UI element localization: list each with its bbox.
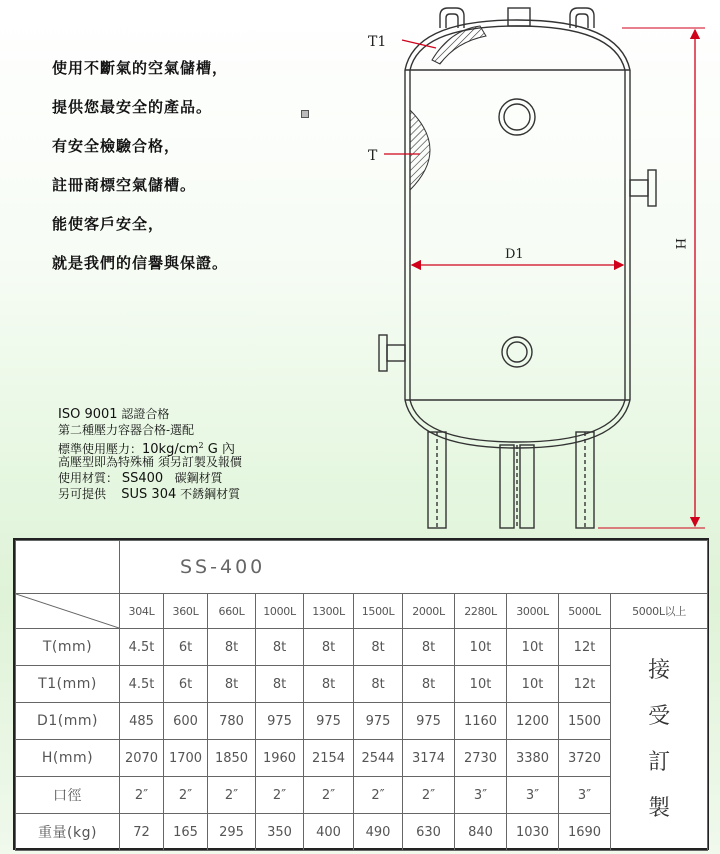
table-cell: 8t [208, 629, 256, 666]
table-cell: 4.5t [120, 666, 164, 703]
table-cell: 2″ [256, 777, 304, 814]
small-square-marker [301, 110, 309, 118]
table-cell: 2″ [354, 777, 403, 814]
capacity-cell: 1500L [354, 594, 403, 629]
table-cell: 2070 [120, 740, 164, 777]
table-cell: 975 [354, 703, 403, 740]
pressure-tail: G 內 [203, 442, 235, 457]
material-header: SS-400 [120, 541, 708, 594]
capacity-cell: 1000L [256, 594, 304, 629]
spec-high-pressure: 高壓型即為特殊桶 須另訂製及報價 [58, 455, 242, 469]
table-cell: 780 [208, 703, 256, 740]
top-nozzle [508, 8, 530, 26]
row-label: T(mm) [16, 629, 120, 666]
label-t: T [368, 148, 378, 164]
custom-order-char: 訂 [648, 749, 671, 775]
capacity-row [16, 594, 708, 629]
row-label: D1(mm) [16, 703, 120, 740]
nozzle-right [630, 180, 648, 196]
table-cell: 2″ [304, 777, 354, 814]
shell-section-hatch [410, 110, 430, 190]
table-cell: 8t [256, 629, 304, 666]
spec-material [58, 470, 242, 486]
intro-line: 提供您最安全的產品。 [52, 98, 213, 116]
table-cell: 3″ [559, 777, 611, 814]
table-cell: 1160 [455, 703, 507, 740]
custom-order-char: 受 [648, 703, 671, 729]
table-cell: 400 [304, 814, 354, 851]
capacity-cell: 5000L以上 [611, 594, 708, 629]
table-cell: 8t [354, 629, 403, 666]
table-cell: 485 [120, 703, 164, 740]
custom-order-cell [611, 629, 708, 851]
material-label: 使用材質： [58, 471, 119, 485]
label-t1: T1 [368, 34, 387, 50]
table-cell: 8t [403, 666, 455, 703]
capacity-cell: 2280L [455, 594, 507, 629]
spec-list [58, 406, 242, 502]
label-h: H [672, 238, 687, 250]
corner-cell-top [16, 541, 120, 594]
table-row [16, 703, 708, 740]
table-cell: 1200 [507, 703, 559, 740]
table-cell: 2″ [403, 777, 455, 814]
table-cell: 490 [354, 814, 403, 851]
table-cell: 295 [208, 814, 256, 851]
table-cell: 2544 [354, 740, 403, 777]
table-cell: 2″ [164, 777, 208, 814]
intro-line: 使用不斷氣的空氣儲槽， [52, 59, 229, 77]
table-cell: 975 [304, 703, 354, 740]
capacity-cell: 360L [164, 594, 208, 629]
table-cell: 10t [455, 666, 507, 703]
intro-line: 能使客戶安全， [52, 215, 165, 233]
table-cell: 3720 [559, 740, 611, 777]
capacity-cell: 3000L [507, 594, 559, 629]
table-cell: 8t [403, 629, 455, 666]
table-cell: 1850 [208, 740, 256, 777]
table-cell: 165 [164, 814, 208, 851]
tank-drawing [340, 0, 720, 536]
table-cell: 12t [559, 666, 611, 703]
pressure-label: 標準使用壓力： [58, 442, 143, 456]
label-d1: D1 [505, 247, 524, 262]
table-cell: 630 [403, 814, 455, 851]
spec-pressure [58, 438, 242, 457]
table-cell: 3380 [507, 740, 559, 777]
table-cell: 8t [208, 666, 256, 703]
capacity-cell: 2000L [403, 594, 455, 629]
material-code: SS400 [121, 471, 164, 486]
iso-code: ISO 9001 [58, 407, 118, 422]
capacity-cell: 5000L [559, 594, 611, 629]
intro-line: 有安全檢驗合格， [52, 137, 181, 155]
material-text: 碳鋼材質 [174, 471, 223, 485]
iso-text: 認證合格 [121, 407, 170, 421]
table-cell: 975 [403, 703, 455, 740]
table-row [16, 541, 708, 594]
diagonal-line [16, 594, 119, 628]
table-cell: 2″ [208, 777, 256, 814]
intro-line: 就是我們的信譽與保證。 [52, 254, 229, 272]
table-cell: 1700 [164, 740, 208, 777]
custom-order-char: 接 [648, 657, 671, 683]
table-cell: 1030 [507, 814, 559, 851]
table-cell: 2154 [304, 740, 354, 777]
corner-cell-diagonal [16, 594, 120, 629]
table-cell: 8t [304, 666, 354, 703]
table-cell: 3″ [455, 777, 507, 814]
row-label: T1(mm) [16, 666, 120, 703]
table-cell: 840 [455, 814, 507, 851]
table-cell: 1690 [559, 814, 611, 851]
table-row [16, 777, 708, 814]
table-cell: 1960 [256, 740, 304, 777]
capacity-cell: 304L [120, 594, 164, 629]
leg [520, 445, 534, 528]
capacity-cell: 1300L [304, 594, 354, 629]
table-cell: 975 [256, 703, 304, 740]
alt-text: 不銹鋼材質 [180, 487, 241, 501]
row-label: H(mm) [16, 740, 120, 777]
table-row [16, 666, 708, 703]
table-cell: 8t [354, 666, 403, 703]
table-cell: 8t [304, 629, 354, 666]
table-cell: 4.5t [120, 629, 164, 666]
custom-order-char: 製 [648, 795, 671, 821]
table-row [16, 814, 708, 851]
table-cell: 2730 [455, 740, 507, 777]
table-cell: 8t [256, 666, 304, 703]
alt-label: 另可提供 [58, 487, 107, 501]
leg [500, 445, 514, 528]
table-row [16, 740, 708, 777]
row-label: 口徑 [16, 777, 120, 814]
table-cell: 2″ [120, 777, 164, 814]
table-cell: 10t [507, 629, 559, 666]
spec-table [13, 538, 709, 850]
nozzle-left [387, 345, 405, 361]
capacity-cell: 660L [208, 594, 256, 629]
table-cell: 1500 [559, 703, 611, 740]
spec-class: 第二種壓力容器合格-選配 [58, 423, 195, 437]
pressure-sup: 2 [198, 441, 204, 450]
table-cell: 350 [256, 814, 304, 851]
table-cell: 72 [120, 814, 164, 851]
table-row [16, 629, 708, 666]
table-cell: 10t [507, 666, 559, 703]
table-cell: 12t [559, 629, 611, 666]
alt-code: SUS 304 [121, 487, 177, 502]
table-cell: 6t [164, 629, 208, 666]
intro-line: 註冊商標空氣儲槽。 [52, 176, 197, 194]
table-cell: 3174 [403, 740, 455, 777]
spec-alt [58, 486, 242, 502]
tank-bottom-head [405, 400, 630, 448]
spec-iso [58, 406, 242, 422]
table-body [16, 629, 708, 851]
table-cell: 3″ [507, 777, 559, 814]
intro-text [52, 58, 228, 292]
table-cell: 10t [455, 629, 507, 666]
table-cell: 6t [164, 666, 208, 703]
pressure-value: 10kg/cm [142, 442, 199, 457]
row-label: 重量(kg) [16, 814, 120, 851]
table-cell: 600 [164, 703, 208, 740]
